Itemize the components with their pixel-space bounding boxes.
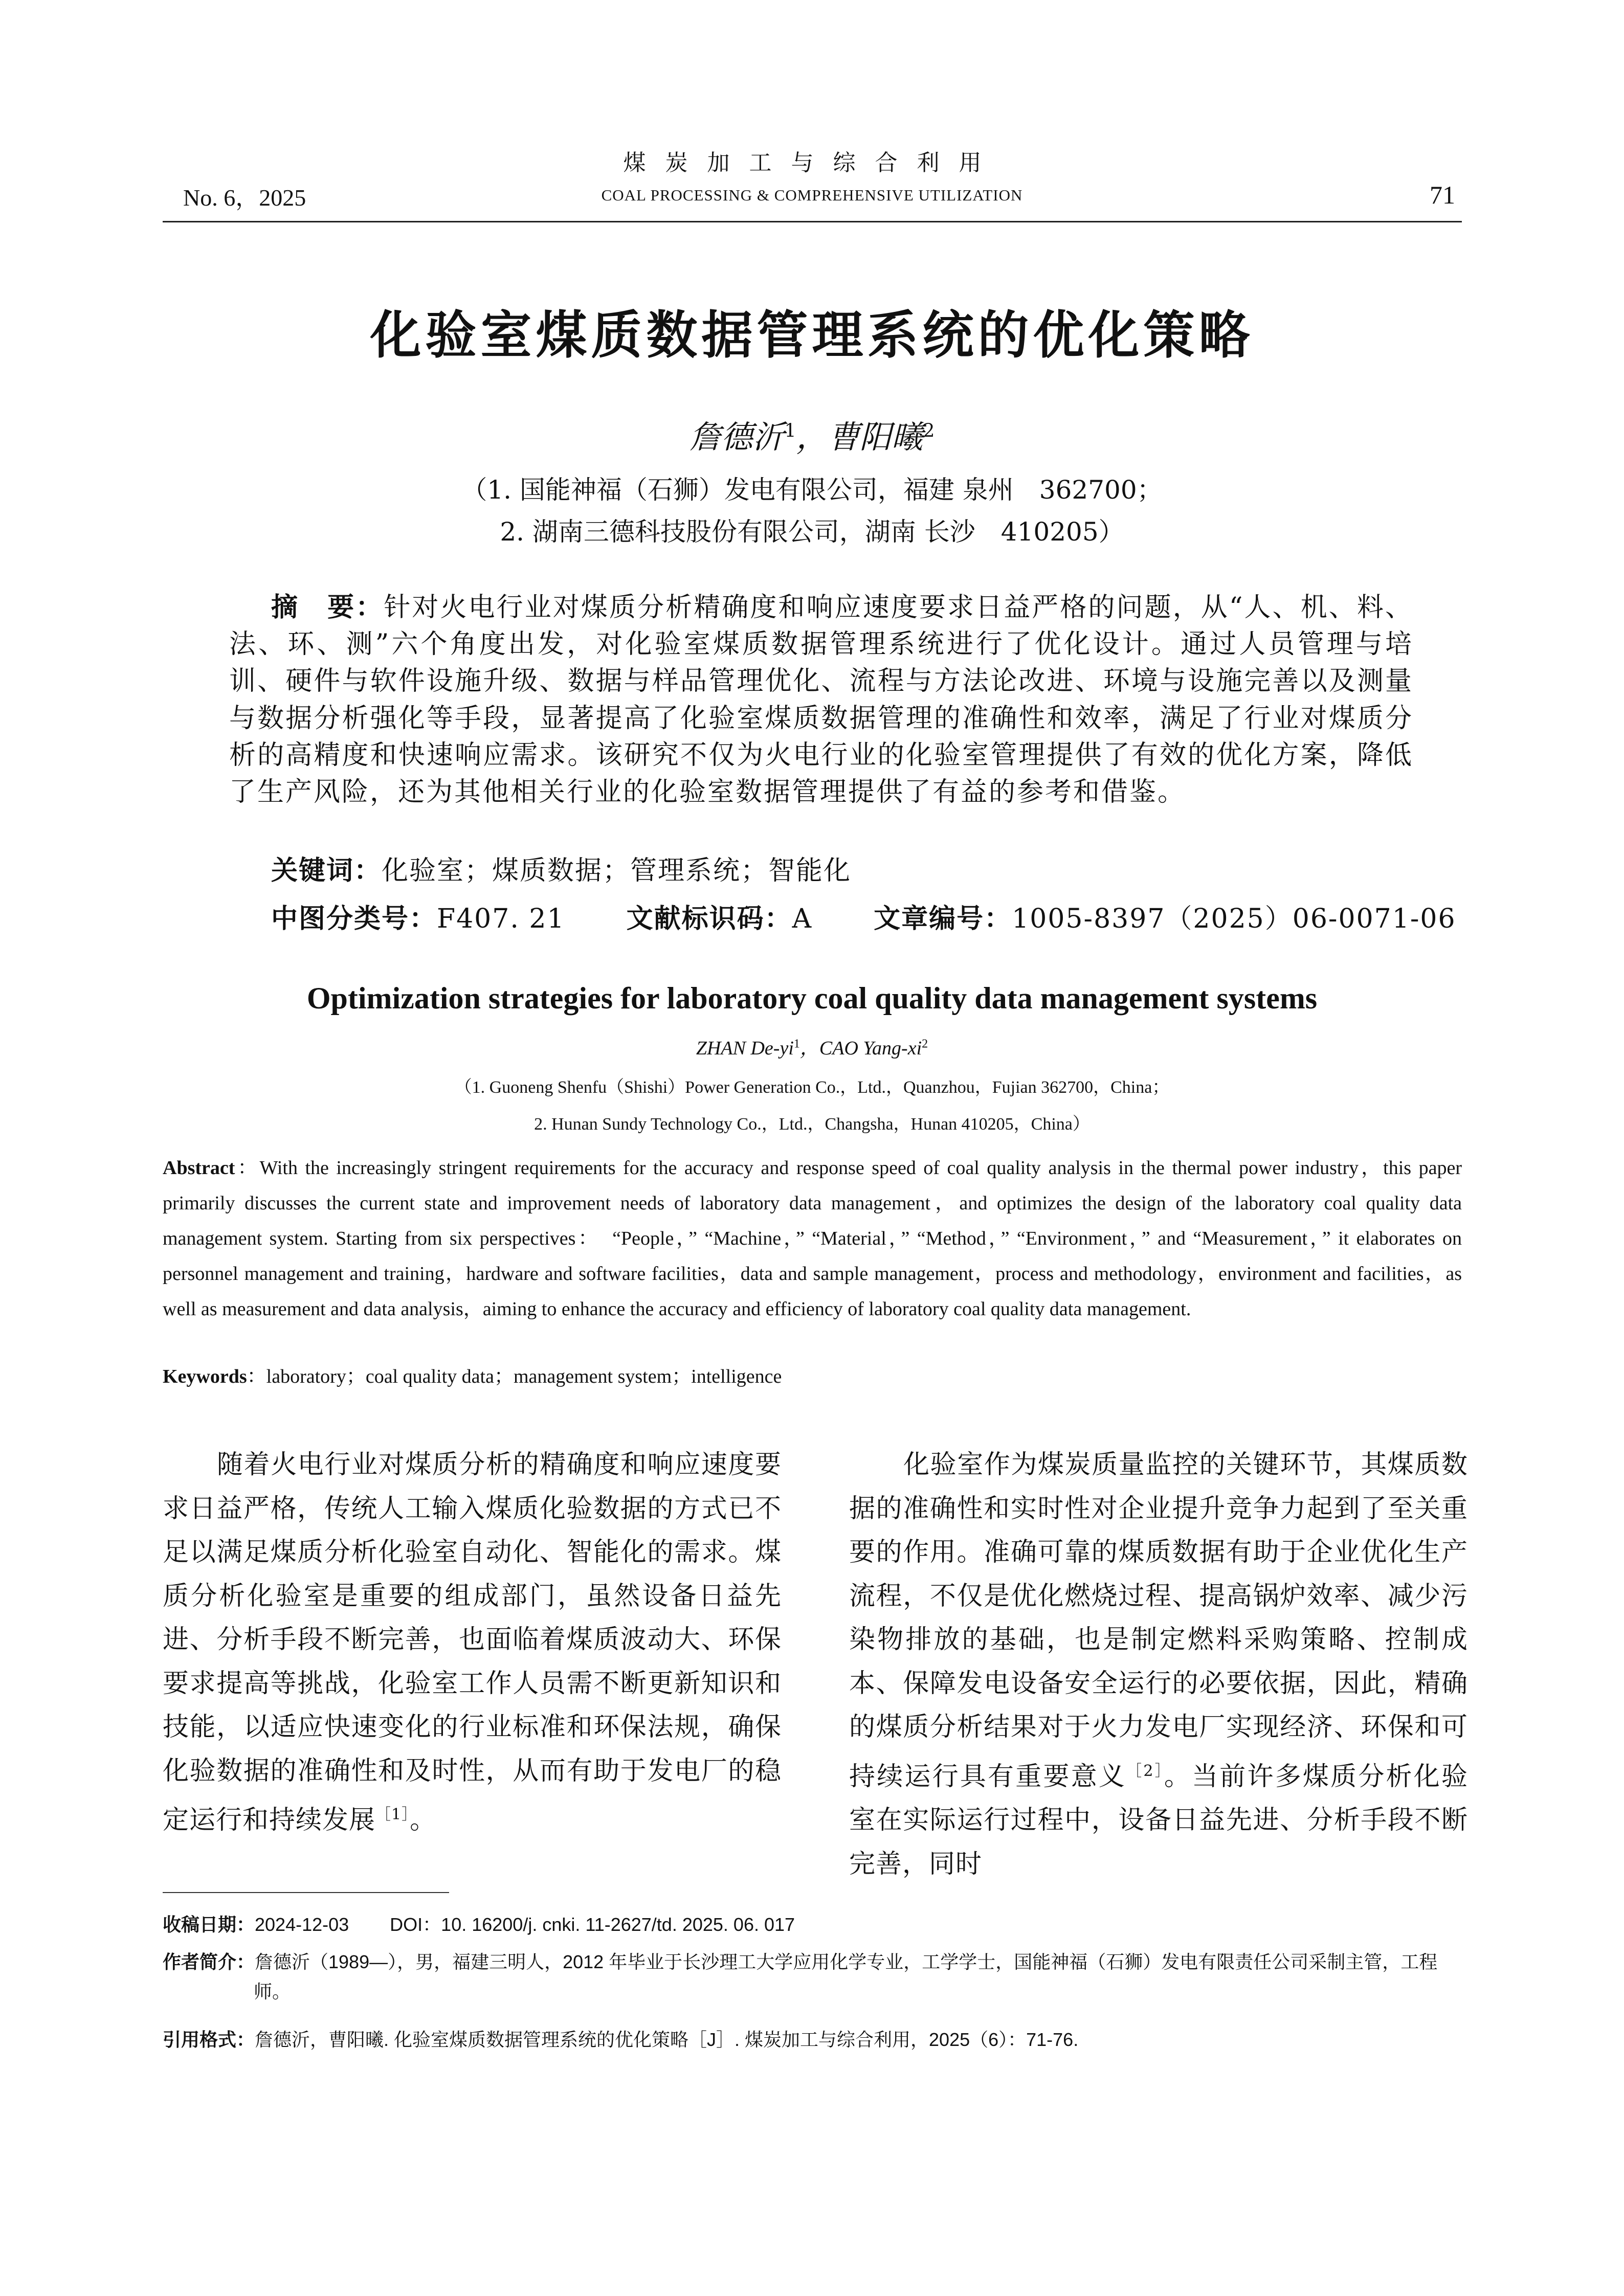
journal-title-cn: 煤炭加工与综合利用: [623, 150, 1001, 176]
affiliation-cn-1: （1. 国能神福（石狮）发电有限公司，福建 泉州 362700；: [461, 475, 1163, 505]
author-name: 詹德沂: [689, 418, 785, 456]
author-name: ZHAN De-yi: [696, 1038, 794, 1059]
clc-label: 中图分类号：: [271, 904, 437, 934]
footnote-divider: [163, 1892, 449, 1893]
affiliation-marker: 1: [784, 420, 796, 442]
authors-en: [0, 1032, 1624, 1060]
doi[interactable]: DOI：10. 16200/j. cnki. 11-2627/td. 2025. 06. 017: [390, 1914, 795, 1935]
article-title-cn: 化验室煤质数据管理系统的优化策略: [370, 305, 1254, 365]
issue-number: No. 6，2025: [183, 185, 306, 211]
body-column-left: [163, 1443, 782, 1842]
citation-label: 引用格式：: [163, 2029, 255, 2050]
body-paragraph: 随着火电行业对煤质分析的精确度和响应速度要求日益严格，传统人工输入煤质化验数据的方式已不足以满足煤质分析化验室自动化、智能化的需求。煤质分析化验室是重要的组成部门，虽然设备日益先进、分析手段不断完善，也面临着煤质波动大、环保要求提高等挑战，化验室工作人员需不断更新知识和技能，以适应快速变化的行业标准和环保法规，确保化验数据的准确性和及时性，从而有助于发电厂的稳定运行和持续发展: [163, 1450, 782, 1835]
footnote-author-bio: [163, 1947, 1472, 2007]
keywords-cn: [271, 849, 1448, 887]
affiliation-marker: 2: [922, 1037, 928, 1051]
body-column-right: [849, 1443, 1468, 1886]
authors-cn: [0, 412, 1624, 457]
footnote-received: [163, 1910, 1472, 1940]
affiliation-marker: 1: [793, 1037, 800, 1051]
article-number-value: 1005-8397（2025）06-0071-06: [1012, 904, 1456, 934]
author-name: CAO Yang-xi: [819, 1038, 922, 1059]
received-label: 收稿日期：: [163, 1914, 255, 1935]
keywords-label: 关键词：: [271, 856, 382, 886]
abstract-en-label: Abstract: [163, 1157, 235, 1179]
abstract-cn: [229, 589, 1413, 811]
author-separator: ，: [796, 418, 828, 456]
received-date: 2024-12-03: [255, 1914, 349, 1935]
author-separator: ，: [799, 1038, 819, 1059]
affiliation-marker: 2: [923, 420, 935, 442]
body-paragraph: 化验室作为煤炭质量监控的关键环节，其煤质数据的准确性和实时性对企业提升竞争力起到了至关重要的作用。准确可靠的煤质数据有助于企业优化生产流程，不仅是优化燃烧过程、提高锅炉效率、减少污染物排放的基础，也是制定燃料采购策略、控制成本、保障发电设备安全运行的必要依据，因此，精确的煤质分析结果对于火力发电厂实现经济、环保和可持续运行具有重要意义: [849, 1450, 1468, 1792]
abstract-text: 针对火电行业对煤质分析精确度和响应速度要求日益严格的问题，从“人、机、料、法、环、测”六个角度出发，对化验室煤质数据管理系统进行了优化设计。通过人员管理与培训、硬件与软件设施升级、数据与样品管理优化、流程与方法论改进、环境与设施完善以及测量与数据分析强化等手段，显著提高了化验室煤质数据管理的准确性和效率，满足了行业对煤质分析的高精度和快速响应需求。该研究不仅为火电行业的化验室管理提供了有效的优化方案，降低了生产风险，还为其他相关行业的化验室数据管理提供了有益的参考和借鉴。: [229, 592, 1413, 808]
body-paragraph-cont: 。当前许多煤质分析化验室在实际运行过程中，设备日益先进、分析手段不断完善，同时: [849, 1761, 1468, 1879]
keywords-en-colon: ：: [247, 1366, 266, 1387]
keywords-en-label: Keywords: [163, 1366, 247, 1387]
doc-code-value: A: [792, 904, 813, 934]
keywords-text: 化验室；煤质数据；管理系统；智能化: [382, 856, 852, 886]
article-number-label: 文章编号：: [874, 904, 1012, 934]
author-bio-label: 作者简介：: [163, 1951, 255, 1972]
journal-title-en: COAL PROCESSING & COMPREHENSIVE UTILIZATION: [601, 186, 1023, 204]
doc-code-label: 文献标识码：: [626, 904, 792, 934]
affiliation-en-2: 2. Hunan Sundy Technology Co.，Ltd.，Changsha，Hunan 410205，China）: [534, 1115, 1090, 1134]
affiliation-en-1: （1. Guoneng Shenfu（Shishi）Power Generation Co.，Ltd.，Quanzhou，Fujian 362700，China；: [454, 1078, 1170, 1097]
footnote-citation: [163, 2025, 1472, 2055]
citation-ref[interactable]: ［1］: [375, 1806, 410, 1824]
clc-value: F407. 21: [437, 904, 565, 934]
affiliation-cn-2: 2. 湖南三德科技股份有限公司，湖南 长沙 410205）: [500, 517, 1124, 547]
body-paragraph-end: 。: [410, 1805, 437, 1835]
abstract-en-text: With the increasingly stringent requirements for the accuracy and response speed of coal quality analysis in the thermal power industry，this paper primarily discusses the current state and improvement needs of laboratory data management，and optimizes the design of the laboratory coal quality data management system. Starting from six perspectives： “People，” “Machine，” “Material，” “Method，” “Environment，” and “Measurement，” it elaborates on personnel management and training，hardware and software facilities，data and sample management，process and methodology，environment and facilities，as well as measurement and data analysis，aiming to enhance the accuracy and efficiency of laboratory coal quality data management.: [163, 1157, 1462, 1320]
citation-text: 詹德沂，曹阳曦. 化验室煤质数据管理系统的优化策略［J］. 煤炭加工与综合利用，2025（6）：71-76.: [255, 2029, 1079, 2050]
abstract-en: [163, 1151, 1462, 1327]
author-bio-text: 詹德沂（1989—），男，福建三明人，2012 年毕业于长沙理工大学应用化学专业，工学学士，国能神福（石狮）发电有限责任公司采制主管，工程师。: [254, 1951, 1438, 2002]
abstract-en-colon: ：: [235, 1157, 260, 1179]
keywords-en: [163, 1360, 782, 1388]
citation-ref[interactable]: ［2］: [1126, 1762, 1164, 1780]
abstract-label: 摘 要：: [271, 592, 384, 623]
classification-line: [271, 897, 1456, 935]
author-name: 曹阳曦: [828, 418, 923, 456]
keywords-en-text: laboratory；coal quality data；management system；intelligence: [266, 1366, 782, 1387]
page-number: 71: [1430, 181, 1455, 209]
header-divider: [163, 221, 1462, 222]
article-title-en: Optimization strategies for laboratory coal quality data management systems: [306, 981, 1318, 1015]
